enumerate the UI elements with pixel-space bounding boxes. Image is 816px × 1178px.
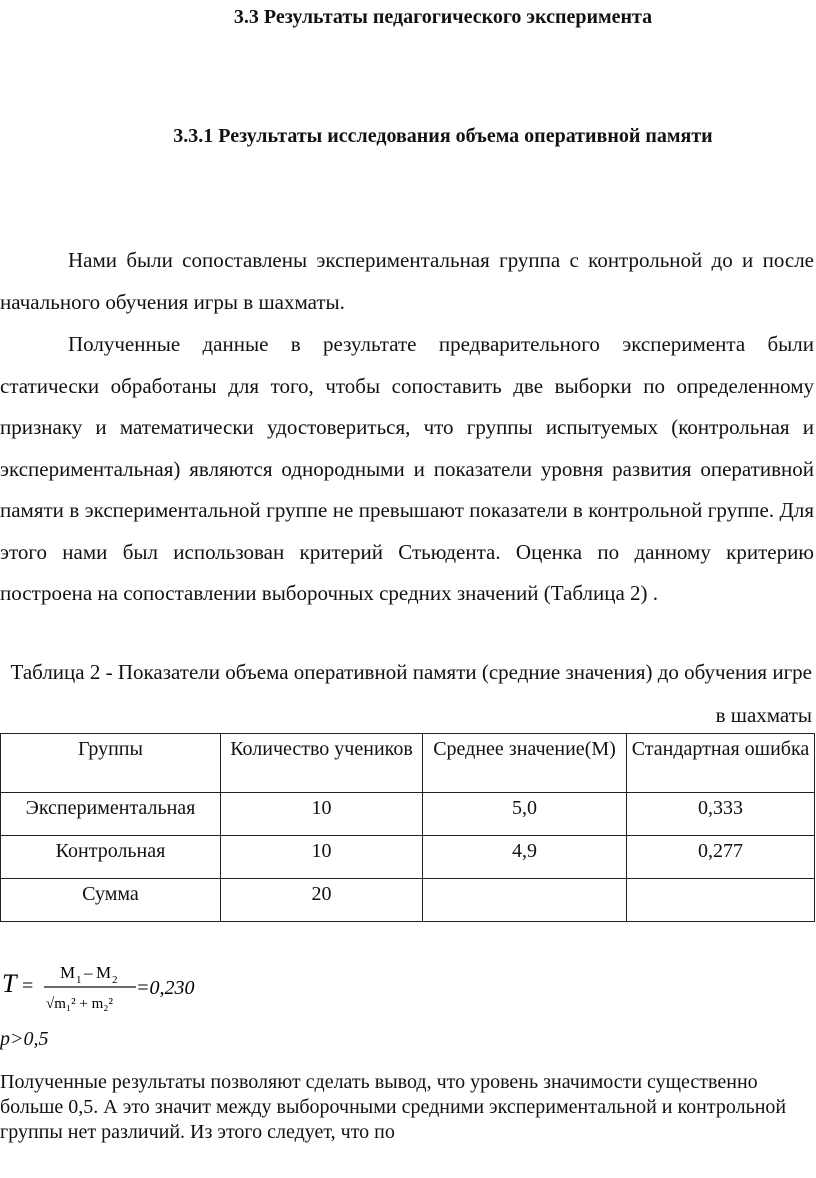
- cell-group: Экспериментальная: [1, 793, 221, 836]
- cell-mean: 4,9: [423, 836, 627, 879]
- subsection-heading: 3.3.1 Результаты исследования объема оперативной памяти: [173, 125, 713, 147]
- paragraph-intro: Нами были сопоставлены экспериментальная группа с контрольной до и после начального обучения игры в шахматы.: [0, 248, 814, 314]
- formula-m1-sub: 1: [76, 974, 82, 986]
- paragraph-conclusion: Полученные результаты позволяют сделать вывод, что уровень значимости существенно больше 0,5. А это значит между выборочными средними экспериментальной и контрольной группы нет различий. Из этого следует, что по: [0, 1071, 787, 1143]
- cell-mean: 5,0: [423, 793, 627, 836]
- header-count: Количество учеников: [221, 734, 423, 793]
- results-table: [0, 733, 815, 922]
- header-groups: Группы: [1, 734, 221, 793]
- cell-count: 10: [221, 793, 423, 836]
- formula-m2-sub: 2: [112, 974, 118, 986]
- table-header-row: [1, 734, 815, 793]
- t-criterion-formula: [0, 958, 260, 1018]
- p-value: p>0,5: [0, 1028, 49, 1050]
- section-heading: 3.3 Результаты педагогического эксперимента: [233, 6, 653, 28]
- cell-count: 20: [221, 879, 423, 922]
- header-std-error: Стандартная ошибка: [627, 734, 815, 793]
- cell-std-error: 0,277: [627, 836, 815, 879]
- formula-minus: –: [84, 963, 93, 982]
- formula-denominator: √m₁² + m₂²: [46, 996, 113, 1012]
- header-mean: Среднее значение(М): [423, 734, 627, 793]
- cell-mean: [423, 879, 627, 922]
- cell-count: 10: [221, 836, 423, 879]
- paragraph-method: Полученные данные в результате предварительного эксперимента были статически обработаны для того, чтобы сопоставить две выборки по определенному признаку и математически удостовериться, что группы испытуемых (контрольная и экспериментальная) являются однородными и показатели уровня развития оперативной памяти в экспериментальной группе не превышают показатели в контрольной группе. Для этого нами был использован критерий Стьюдента. Оценка по данному критерию построена на сопоставлении выборочных средних значений (Таблица 2) .: [0, 332, 814, 605]
- table-row: [1, 836, 815, 879]
- formula-m2: M: [96, 963, 112, 982]
- formula-t-symbol: T: [2, 969, 17, 998]
- table-row: [1, 793, 815, 836]
- table-caption: Таблица 2 - Показатели объема оперативной памяти (средние значения) до обучения игре в шахматы: [10, 660, 812, 727]
- table-row: [1, 879, 815, 922]
- formula-result: =0,230: [136, 977, 195, 999]
- cell-group: Контрольная: [1, 836, 221, 879]
- formula-m1: M: [60, 963, 76, 982]
- cell-std-error: 0,333: [627, 793, 815, 836]
- formula-equals: =: [22, 975, 34, 997]
- cell-group: Сумма: [1, 879, 221, 922]
- cell-std-error: [627, 879, 815, 922]
